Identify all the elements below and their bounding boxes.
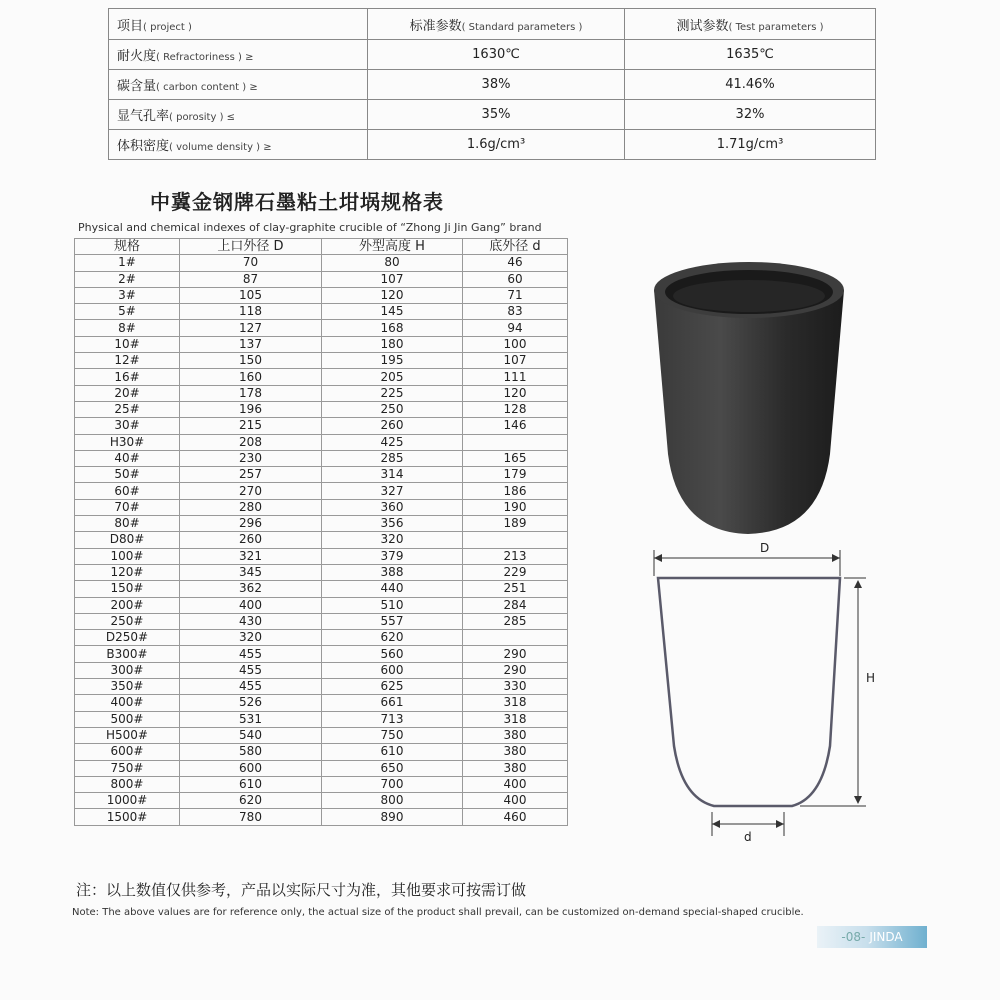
spec-row (75, 304, 568, 320)
spec-top-diameter: 257 (180, 467, 322, 483)
spec-height: 168 (322, 320, 463, 336)
spec-row (75, 809, 568, 825)
spec-size: 80# (75, 516, 180, 532)
spec-size: 60# (75, 483, 180, 499)
spec-row (75, 744, 568, 760)
spec-bottom-diameter: 460 (463, 809, 568, 825)
spec-row (75, 467, 568, 483)
spec-bottom-diameter: 146 (463, 418, 568, 434)
spec-row (75, 271, 568, 287)
properties-row (109, 130, 876, 160)
spec-top-diameter: 400 (180, 597, 322, 613)
spec-row (75, 369, 568, 385)
spec-top-diameter: 70 (180, 255, 322, 271)
spec-size: 5# (75, 304, 180, 320)
spec-height: 425 (322, 434, 463, 450)
spec-top-diameter: 531 (180, 711, 322, 727)
standard-value: 35% (368, 100, 625, 130)
spec-height: 379 (322, 548, 463, 564)
spec-bottom-diameter: 290 (463, 662, 568, 678)
spec-height: 327 (322, 483, 463, 499)
spec-top-diameter: 118 (180, 304, 322, 320)
property-name: 碳含量( carbon content ) ≥ (109, 70, 368, 100)
spec-row (75, 255, 568, 271)
spec-row (75, 581, 568, 597)
spec-bottom-diameter: 190 (463, 499, 568, 515)
spec-height: 890 (322, 809, 463, 825)
spec-height: 600 (322, 662, 463, 678)
spec-size: 70# (75, 499, 180, 515)
spec-top-diameter: 362 (180, 581, 322, 597)
spec-bottom-diameter: 165 (463, 450, 568, 466)
spec-height: 713 (322, 711, 463, 727)
property-name: 体积密度( volume density ) ≥ (109, 130, 368, 160)
spec-bottom-diameter: 285 (463, 613, 568, 629)
spec-height: 205 (322, 369, 463, 385)
spec-size: 100# (75, 548, 180, 564)
spec-height: 314 (322, 467, 463, 483)
properties-header-row (109, 9, 876, 40)
header-project: 项目( project ) (109, 9, 368, 40)
spec-row (75, 597, 568, 613)
spec-row (75, 385, 568, 401)
test-value: 1.71g/cm³ (625, 130, 876, 160)
spec-top-diameter: 321 (180, 548, 322, 564)
spec-top-diameter: 208 (180, 434, 322, 450)
spec-bottom-diameter (463, 532, 568, 548)
spec-bottom-diameter: 111 (463, 369, 568, 385)
spec-top-diameter: 610 (180, 776, 322, 792)
spec-size: 250# (75, 613, 180, 629)
spec-bottom-diameter: 229 (463, 564, 568, 580)
spec-bottom-diameter: 400 (463, 793, 568, 809)
spec-height: 557 (322, 613, 463, 629)
spec-size: 50# (75, 467, 180, 483)
spec-row (75, 434, 568, 450)
spec-size: 30# (75, 418, 180, 434)
spec-bottom-diameter: 94 (463, 320, 568, 336)
spec-bottom-diameter: 120 (463, 385, 568, 401)
spec-row (75, 564, 568, 580)
spec-bottom-diameter (463, 630, 568, 646)
spec-height: 360 (322, 499, 463, 515)
label-H: H (866, 671, 876, 685)
spec-row (75, 793, 568, 809)
spec-top-diameter: 215 (180, 418, 322, 434)
properties-row (109, 100, 876, 130)
spec-top-diameter: 150 (180, 353, 322, 369)
test-value: 1635℃ (625, 40, 876, 70)
spec-size: 300# (75, 662, 180, 678)
properties-row (109, 40, 876, 70)
spec-bottom-diameter: 83 (463, 304, 568, 320)
spec-height: 180 (322, 336, 463, 352)
spec-height: 225 (322, 385, 463, 401)
label-D: D (760, 541, 770, 555)
spec-size: 500# (75, 711, 180, 727)
spec-size: 10# (75, 336, 180, 352)
spec-row (75, 548, 568, 564)
spec-bottom-diameter: 186 (463, 483, 568, 499)
spec-bottom-diameter: 290 (463, 646, 568, 662)
crucible-photo (648, 254, 848, 536)
spec-bottom-diameter: 46 (463, 255, 568, 271)
properties-row (109, 70, 876, 100)
spec-size: D80# (75, 532, 180, 548)
spec-size: 200# (75, 597, 180, 613)
spec-row (75, 401, 568, 417)
spec-height: 145 (322, 304, 463, 320)
spec-bottom-diameter: 107 (463, 353, 568, 369)
spec-top-diameter: 296 (180, 516, 322, 532)
spec-header-row (75, 239, 568, 255)
spec-height: 388 (322, 564, 463, 580)
spec-size: 1000# (75, 793, 180, 809)
spec-size: 800# (75, 776, 180, 792)
spec-top-diameter: 455 (180, 679, 322, 695)
spec-top-diameter: 320 (180, 630, 322, 646)
spec-row (75, 679, 568, 695)
spec-height: 440 (322, 581, 463, 597)
spec-top-diameter: 280 (180, 499, 322, 515)
spec-bottom-diameter: 400 (463, 776, 568, 792)
spec-top-diameter: 87 (180, 271, 322, 287)
spec-row (75, 353, 568, 369)
spec-row (75, 695, 568, 711)
standard-value: 38% (368, 70, 625, 100)
spec-height: 120 (322, 287, 463, 303)
page-number: -08- (841, 930, 866, 944)
spec-row (75, 287, 568, 303)
spec-height: 610 (322, 744, 463, 760)
spec-top-diameter: 160 (180, 369, 322, 385)
spec-size: 1500# (75, 809, 180, 825)
spec-row (75, 499, 568, 515)
spec-size: 16# (75, 369, 180, 385)
spec-row (75, 336, 568, 352)
spec-height: 661 (322, 695, 463, 711)
spec-row (75, 320, 568, 336)
spec-height: 107 (322, 271, 463, 287)
spec-row (75, 760, 568, 776)
spec-top-diameter: 260 (180, 532, 322, 548)
spec-top-diameter: 270 (180, 483, 322, 499)
spec-size: 600# (75, 744, 180, 760)
spec-size: 120# (75, 564, 180, 580)
property-name: 显气孔率( porosity ) ≤ (109, 100, 368, 130)
spec-header-size: 规格 (75, 239, 180, 255)
spec-bottom-diameter: 179 (463, 467, 568, 483)
spec-height: 320 (322, 532, 463, 548)
spec-size: 40# (75, 450, 180, 466)
spec-bottom-diameter: 128 (463, 401, 568, 417)
spec-bottom-diameter: 60 (463, 271, 568, 287)
spec-bottom-diameter (463, 434, 568, 450)
standard-value: 1.6g/cm³ (368, 130, 625, 160)
spec-row (75, 776, 568, 792)
header-test: 测试参数( Test parameters ) (625, 9, 876, 40)
spec-bottom-diameter: 251 (463, 581, 568, 597)
spec-bottom-diameter: 100 (463, 336, 568, 352)
spec-row (75, 613, 568, 629)
spec-top-diameter: 430 (180, 613, 322, 629)
spec-row (75, 418, 568, 434)
spec-row (75, 630, 568, 646)
spec-top-diameter: 105 (180, 287, 322, 303)
spec-title: 中冀金钢牌石墨粘土坩埚规格表 (150, 190, 444, 214)
spec-row (75, 532, 568, 548)
spec-bottom-diameter: 380 (463, 727, 568, 743)
spec-table (74, 238, 568, 826)
spec-height: 750 (322, 727, 463, 743)
spec-bottom-diameter: 380 (463, 744, 568, 760)
spec-top-diameter: 600 (180, 760, 322, 776)
spec-height: 250 (322, 401, 463, 417)
spec-size: 8# (75, 320, 180, 336)
standard-value: 1630℃ (368, 40, 625, 70)
spec-bottom-diameter: 380 (463, 760, 568, 776)
spec-bottom-diameter: 71 (463, 287, 568, 303)
spec-top-diameter: 455 (180, 646, 322, 662)
spec-height: 195 (322, 353, 463, 369)
spec-top-diameter: 127 (180, 320, 322, 336)
spec-header-height: 外型高度 H (322, 239, 463, 255)
spec-bottom-diameter: 318 (463, 695, 568, 711)
spec-top-diameter: 780 (180, 809, 322, 825)
spec-height: 260 (322, 418, 463, 434)
spec-size: D250# (75, 630, 180, 646)
spec-top-diameter: 526 (180, 695, 322, 711)
spec-size: 20# (75, 385, 180, 401)
spec-row (75, 483, 568, 499)
crucible-outline (658, 578, 840, 806)
spec-row (75, 450, 568, 466)
spec-top-diameter: 178 (180, 385, 322, 401)
page-badge (817, 926, 927, 948)
crucible-dimension-diagram (640, 536, 890, 846)
spec-top-diameter: 345 (180, 564, 322, 580)
spec-size: 350# (75, 679, 180, 695)
label-d: d (744, 830, 752, 844)
spec-top-diameter: 137 (180, 336, 322, 352)
spec-top-diameter: 620 (180, 793, 322, 809)
spec-row (75, 662, 568, 678)
spec-height: 356 (322, 516, 463, 532)
spec-header-bottom-diameter: 底外径 d (463, 239, 568, 255)
spec-height: 510 (322, 597, 463, 613)
spec-top-diameter: 230 (180, 450, 322, 466)
spec-height: 650 (322, 760, 463, 776)
spec-header-top-diameter: 上口外径 D (180, 239, 322, 255)
property-name: 耐火度( Refractoriness ) ≥ (109, 40, 368, 70)
spec-bottom-diameter: 213 (463, 548, 568, 564)
spec-height: 700 (322, 776, 463, 792)
spec-bottom-diameter: 284 (463, 597, 568, 613)
spec-top-diameter: 580 (180, 744, 322, 760)
spec-size: 1# (75, 255, 180, 271)
spec-size: 400# (75, 695, 180, 711)
brand-name: JINDA (869, 930, 903, 944)
spec-height: 560 (322, 646, 463, 662)
spec-size: 3# (75, 287, 180, 303)
spec-height: 800 (322, 793, 463, 809)
spec-size: H500# (75, 727, 180, 743)
spec-row (75, 646, 568, 662)
spec-size: H30# (75, 434, 180, 450)
header-standard: 标准参数( Standard parameters ) (368, 9, 625, 40)
spec-size: 150# (75, 581, 180, 597)
spec-row (75, 711, 568, 727)
test-value: 32% (625, 100, 876, 130)
spec-top-diameter: 455 (180, 662, 322, 678)
spec-bottom-diameter: 189 (463, 516, 568, 532)
spec-row (75, 727, 568, 743)
spec-height: 620 (322, 630, 463, 646)
spec-bottom-diameter: 330 (463, 679, 568, 695)
spec-size: 12# (75, 353, 180, 369)
spec-size: 25# (75, 401, 180, 417)
spec-size: 750# (75, 760, 180, 776)
spec-size: B300# (75, 646, 180, 662)
test-value: 41.46% (625, 70, 876, 100)
properties-table (108, 8, 876, 160)
note-chinese: 注：以上数值仅供参考，产品以实际尺寸为准，其他要求可按需订做 (76, 881, 527, 899)
spec-size: 2# (75, 271, 180, 287)
spec-top-diameter: 540 (180, 727, 322, 743)
spec-top-diameter: 196 (180, 401, 322, 417)
spec-bottom-diameter: 318 (463, 711, 568, 727)
spec-height: 285 (322, 450, 463, 466)
spec-height: 625 (322, 679, 463, 695)
spec-row (75, 516, 568, 532)
spec-subtitle: Physical and chemical indexes of clay-graphite crucible of “Zhong Ji Jin Gang” brand (78, 221, 542, 234)
note-english: Note: The above values are for reference only, the actual size of the product shall prevail, can be customized on-demand special-shaped crucible. (72, 907, 804, 918)
spec-height: 80 (322, 255, 463, 271)
